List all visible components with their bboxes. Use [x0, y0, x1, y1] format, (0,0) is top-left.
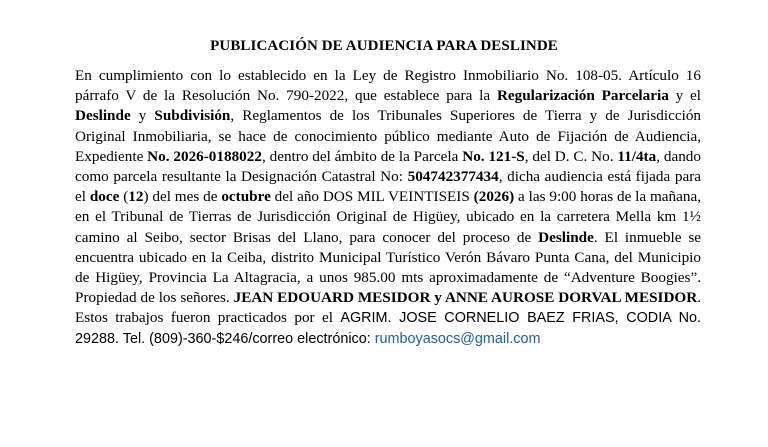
bold-segment: Deslinde — [75, 107, 131, 125]
day-number: 12 — [128, 188, 144, 206]
text-segment: En cumplimiento con lo establecido en la Ley de Registro Inmobiliario No. 108-05. Artículo 16 párrafo V de la Resolución No. 790-2022, que establece para la — [75, 67, 701, 105]
surveyor-contact: AGRIM. JOSE CORNELIO BAEZ FRIAS, CODIA No. 29288. Tel. (809)-360-$246/correo electrónico: — [75, 310, 701, 347]
day-word: doce — [89, 188, 120, 206]
text-segment: del año DOS MIL VEINTISEIS — [270, 188, 474, 206]
parcela-number: No. 121-S — [462, 147, 525, 165]
text-segment: ) del mes de — [143, 188, 222, 206]
text-segment: , dicha audiencia está fijada para el — [75, 168, 702, 206]
expediente-number: No. 2026-0188022 — [147, 147, 262, 165]
month-word: octubre — [221, 188, 271, 206]
text-segment: , dando como parcela resultante la Designación Catastral No: — [75, 147, 701, 186]
text-segment: , dentro del ámbito de la Parcela — [261, 147, 463, 165]
year-number: (2026) — [473, 188, 515, 206]
text-segment: . Estos trabajos fueron practicados por el — [75, 289, 702, 327]
bold-segment: Subdivisión — [154, 107, 231, 125]
text-segment: . El inmueble se encuentra ubicado en la Ceiba, distrito Municipal Turístico Verón Bávaro Punta Cana, del Municipio de Higüey, Provincia La Altagracia, a unos 985.00 mts aproximadamente de “Adventure Boogies”. Propiedad de los señores. — [75, 228, 701, 307]
text-segment: ( — [119, 188, 129, 206]
catastral-designation: 504742377434 — [407, 168, 499, 186]
bold-segment: Deslinde — [538, 228, 594, 246]
owner-names: JEAN EDOUARD MESIDOR y ANNE AUROSE DORVAL MESIDOR — [233, 289, 698, 307]
text-segment: y el — [668, 87, 702, 105]
bold-segment: Regularización Parcelaria — [496, 87, 669, 105]
email-link[interactable]: rumboyasocs@gmail.com — [374, 330, 541, 347]
text-segment: , Reglamentos de los Tribunales Superiores de Tierra y de Jurisdicción Original Inmobiliaria, se hace de conocimiento público mediante Auto de Fijación de Audiencia, Expediente — [75, 107, 702, 165]
notice-body — [75, 66, 701, 349]
text-segment: , del D. C. No. — [524, 147, 618, 165]
document-title: PUBLICACIÓN DE AUDIENCIA PARA DESLINDE — [210, 38, 558, 54]
dc-number: 11/4ta — [617, 147, 657, 165]
text-segment: y — [130, 107, 155, 125]
text-segment: a las 9:00 horas de la mañana, en el Tribunal de Tierras de Jurisdicción Original de Higüey, ubicado en la carretera Mella km 1½ camino al Seibo, sector Brisas del Llano, para conocer del proceso de — [75, 188, 702, 246]
